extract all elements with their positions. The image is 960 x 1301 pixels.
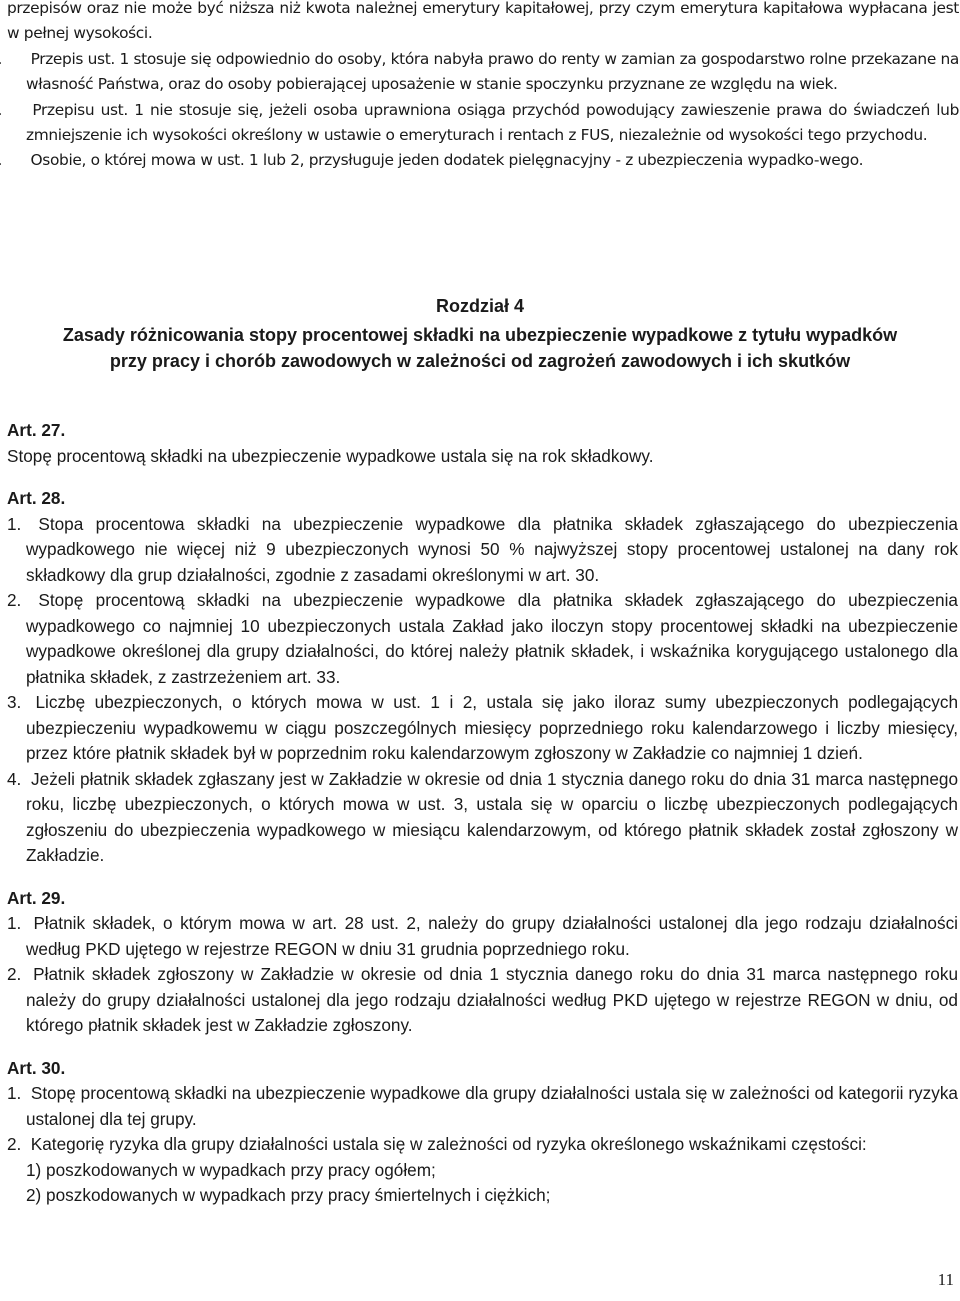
item-text: Stopę procentową składki na ubezpieczenie wypadkowe dla płatnika składek zgłaszającego do ubezpieczenia wypadkowego co najmniej 10 ubezpieczonych ustala Zakład jako iloczyn stopy procentowej składki na ubezpieczenie wypadkowe określonej dla grupy działalności, do której należy płatnik składek, i wskaźnika korygującego ustalonego dla płatnika składek, z zastrzeżeniem art. 33. — [26, 590, 958, 687]
article-subitem: 1) poszkodowanych w wypadkach przy pracy ogółem; — [26, 1159, 436, 1180]
paragraph-3 — [7, 98, 959, 149]
previous-article-continuation — [7, 0, 959, 174]
paragraph-text: Przepis ust. 1 stosuje się odpowiednio do osoby, która nabyła prawo do renty w zamian za gospodarstwo rolne przekazane na własność Państwa, oraz do osoby pobierającej uposażenie w stanie spoczynku przyznane ze względu na wiek. — [26, 49, 959, 94]
chapter-title-line-1: Zasady różnicowania stopy procentowej składki na ubezpieczenie wypadkowe z tytułu wypadków — [62, 324, 898, 345]
article-item — [7, 1132, 958, 1158]
article-29 — [7, 886, 958, 1039]
article-title: Art. 27. — [7, 420, 66, 440]
item-text: Płatnik składek zgłoszony w Zakładzie w okresie od dnia 1 stycznia danego roku do dnia 31 marca następnego roku należy do grupy działalności ustalonej dla jego rodzaju działalności według PKD ujętego w rejestrze REGON w dniu, od którego płatnik składek jest w Zakładzie zgłoszony. — [26, 964, 958, 1035]
article-subitem: 2) poszkodowanych w wypadkach przy pracy śmiertelnych i ciężkich; — [26, 1185, 551, 1205]
article-text: Stopę procentową składki na ubezpieczenie wypadkowe ustala się na rok składkowy. — [7, 445, 654, 466]
article-item — [7, 911, 958, 962]
item-text: Stopę procentową składki na ubezpieczenie wypadkowe dla grupy działalności ustala się w zależności od kategorii ryzyka ustalonej dla tej grupy. — [26, 1083, 958, 1129]
article-28 — [7, 486, 958, 869]
item-text: Kategorię ryzyka dla grupy działalności ustala się w zależności od ryzyka określonego wskaźnikami częstości: — [30, 1134, 867, 1154]
item-number: 2. — [7, 590, 22, 610]
page-number: 11 — [937, 1270, 954, 1289]
chapter-heading — [0, 293, 960, 375]
article-27 — [7, 418, 958, 469]
article-item — [7, 588, 958, 690]
article-30 — [7, 1056, 958, 1209]
article-title: Art. 28. — [7, 488, 66, 508]
paragraph-text: Osobie, o której mowa w ust. 1 lub 2, przysługuje jeden dodatek pielęgnacyjny - z ubezpieczenia wypadko-wego. — [30, 151, 864, 170]
item-number: 1. — [7, 913, 22, 933]
chapter-title-line-2: przy pracy i chorób zawodowych w zależności od zagrożeń zawodowych i ich skutków — [109, 351, 851, 371]
item-number: 3. — [7, 692, 22, 712]
item-number: 2. — [7, 964, 22, 984]
article-item — [7, 512, 958, 589]
item-number: 4. — [7, 768, 22, 789]
paragraph-number — [7, 47, 26, 72]
articles — [7, 418, 958, 1226]
item-number: 2. — [7, 1134, 22, 1154]
article-item — [7, 962, 958, 1039]
chapter-number: Rozdział 4 — [435, 296, 524, 316]
item-text: Jeżeli płatnik składek zgłaszany jest w Zakładzie w okresie od dnia 1 stycznia danego roku do dnia 31 marca następnego roku, liczbę ubezpieczonych, o których mowa w ust. 3, ustala się w oparciu o liczbę ubezpieczonych podlegających zgłoszeniu do ubezpieczenia wypadkowego w miesiącu kalendarzowym, od którego płatnik składek został zgłoszony w Zakładzie. — [26, 768, 958, 865]
item-text: Liczbę ubezpieczonych, o których mowa w ust. 1 i 2, ustala się jako iloraz sumy ubezpieczonych podlegających ubezpieczeniu wypadkowemu w ciągu poszczególnych miesięcy poprzedniego roku kalendarzowego i liczby miesięcy, przez które płatnik składek był w poprzednim roku kalendarzowym zgłoszony w Zakładzie co najmniej 1 dzień. — [26, 692, 959, 763]
article-item — [7, 1081, 958, 1132]
article-item — [7, 767, 958, 869]
item-text: Stopa procentowa składki na ubezpieczenie wypadkowe dla płatnika składek zgłaszającego do ubezpieczenia wypadkowego nie więcej niż 9 ubezpieczonych wynosi 50 % najwyższej stopy procentowej ustalonej na dany rok składkowy dla grup działalności, zgodnie z zasadami określonymi w art. 30. — [26, 513, 958, 585]
article-title: Art. 29. — [7, 887, 66, 908]
paragraph-4 — [7, 148, 959, 173]
article-title: Art. 30. — [7, 1057, 66, 1078]
paragraph-text: Przepisu ust. 1 nie stosuje się, jeżeli osoba uprawniona osiąga przychód powodujący zawieszenie prawa do świadczeń lub zmniejszenie ich wysokości określony w ustawie o emeryturach i rentach z FUS, niezależnie od wysokości tego przychodu. — [26, 100, 959, 145]
item-number: 1. — [7, 513, 22, 534]
item-number: 1. — [7, 1083, 22, 1103]
paragraph-2 — [7, 47, 959, 98]
article-item — [7, 690, 958, 767]
item-text: Płatnik składek, o którym mowa w art. 28 ust. 2, należy do grupy działalności ustalonej dla jego rodzaju działalności według PKD ujętego w rejestrze REGON w dniu 31 grudnia poprzedniego roku. — [26, 913, 958, 959]
paragraph-number — [7, 148, 26, 173]
paragraph-number — [7, 98, 26, 123]
paragraph-continuation: przepisów oraz nie może być niższa niż kwota należnej emerytury kapitałowej, przy czym emerytura kapitałowa wypłacana jest w pełnej wysokości. — [7, 0, 959, 43]
